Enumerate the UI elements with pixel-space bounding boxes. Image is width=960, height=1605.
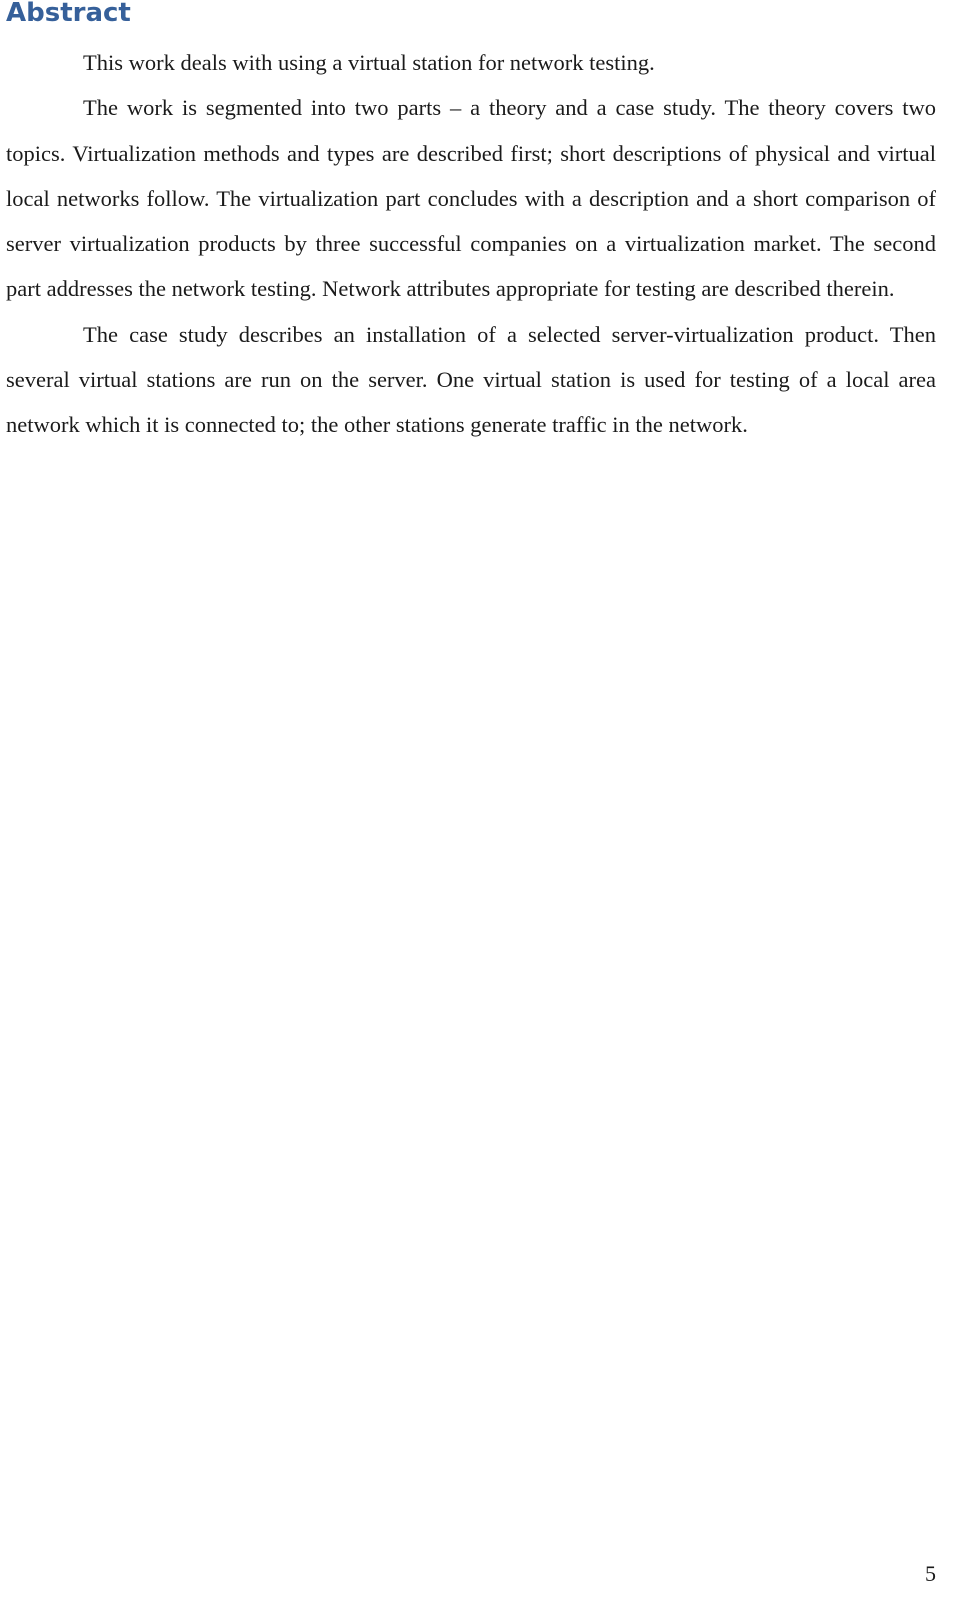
- page-number: 5: [925, 1561, 936, 1586]
- abstract-paragraph-1: This work deals with using a virtual station for network testing.: [83, 50, 655, 75]
- abstract-body: [6, 40, 936, 448]
- abstract-paragraph-3: The case study describes an installation of a selected server-virtualization product. Then several virtual stations are run on the server. One virtual station is used for testing of a local area network which it is connected to; the other stations generate traffic in the network.: [6, 321, 936, 438]
- abstract-paragraph-2: The work is segmented into two parts – a theory and a case study. The theory covers two topics. Virtualization methods and types are described first; short descriptions of physical and virtual local networks follow. The virtualization part concludes with a description and a short comparison of server virtualization products by three successful companies on a virtualization market. The second part addresses the network testing. Network attributes appropriate for testing are described therein.: [6, 95, 936, 302]
- section-heading: Abstract: [6, 0, 131, 28]
